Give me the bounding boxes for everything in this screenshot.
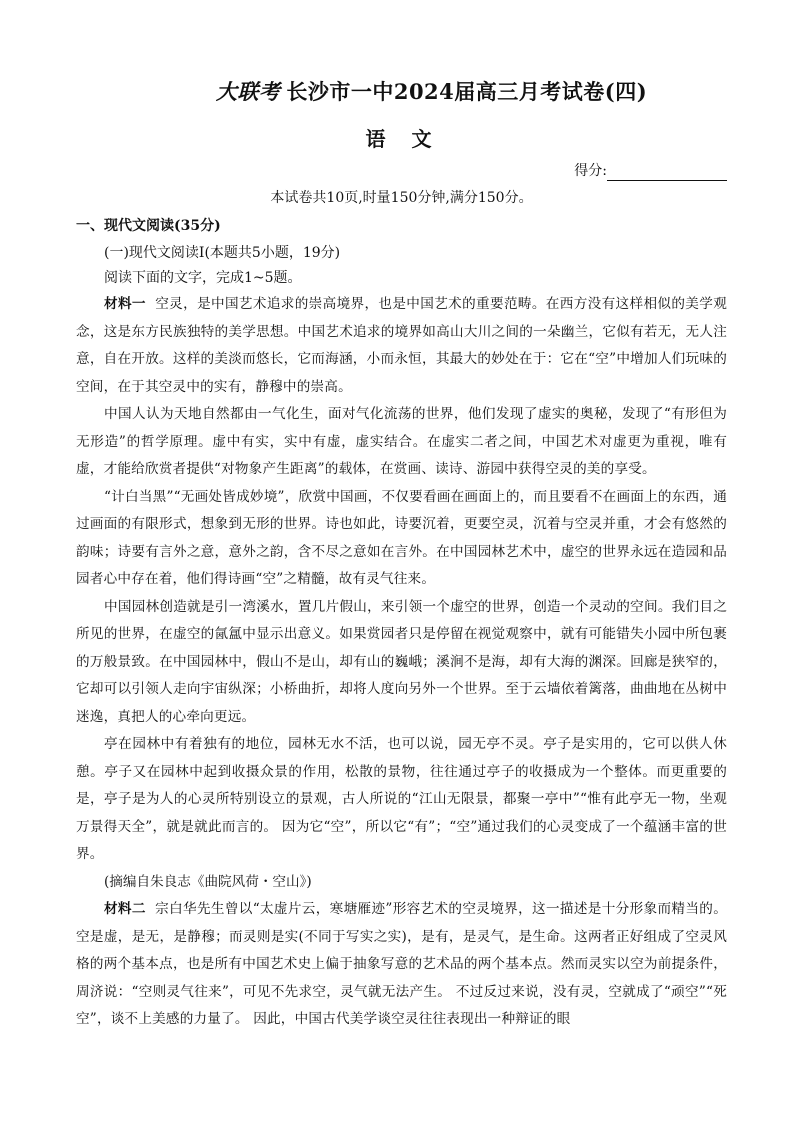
material1-paragraph: 亭在园林中有着独有的地位，园林无水不活，也可以说，园无亭不灵。亭子是实用的，它可以供人休憩。亭子又在园林中起到收摄众景的作用，松散的景物，往往通过亭子的收摄成为一个整体。而更重要的是，亭子是为人的心灵所特别设立的景观，古人所说的“江山无限景，都聚一亭中”“惟有此亭无一物，坐观万景得天全”，就是就此而言的。 因为它“空”，所以它“有”；“空”通过我们的心灵变成了一个蕴涵丰富的世界。 [76, 736, 727, 862]
subject-title: 语文 [365, 127, 458, 151]
material1-paragraph: 中国园林创造就是引一湾溪水，置几片假山，来引领一个虚空的世界，创造一个灵动的空间。我们目之所见的世界，在虚空的氤氲中显示出意义。如果赏园者只是停留在视觉观察中，就有可能错失小园中所包裹的万般景致。在中国园林中，假山不是山，却有山的巍峨；溪涧不是海，却有大海的渊深。回廊是狭窄的，它却可以引领人走向宇宙纵深；小桥曲折，却将人度向另外一个世界。至于云墙依着篱落，曲曲地在丛树中迷逸，真把人的心牵向更远。 [76, 598, 727, 725]
material1-paragraph: “计白当黑”“无画处皆成妙境”，欣赏中国画，不仅要看画在画面上的，而且要看不在画面上的东西，通过画面的有限形式，想象到无形的世界。诗也如此，诗要沉着，更要空灵，沉着与空灵并重，才会有悠然的韵味；诗要有言外之意，意外之韵，含不尽之意如在言外。在中国园林艺术中，虚空的世界永远在造园和品园者心中存在着，他们得诗画“空”之精髓，故有灵气往来。 [76, 488, 727, 587]
material1-label: 材料一 [104, 296, 146, 312]
exam-title-text: 长沙市一中2024届高三月考试卷(四) [286, 79, 648, 104]
material2-label: 材料二 [104, 901, 146, 917]
brand-logo: 大联考 [215, 79, 281, 104]
material1-paragraph: 中国人认为天地自然都由一气化生，面对气化流荡的世界，他们发现了虚实的奥秘，发现了“有形但为无形造”的哲学原理。虚中有实，实中有虚，虚实结合。在虚实二者之间，中国艺术对虚更为重视，唯有虚，才能给欣赏者提供“对物象产生距离”的载体，在赏画、读诗、游园中获得空灵的美的享受。 [76, 406, 727, 477]
score-field [76, 161, 727, 181]
exam-note: 本试卷共10页,时量150分钟,满分150分。 [270, 190, 533, 206]
section-heading: 一、现代文阅读(35分) [76, 218, 221, 234]
material2-paragraph: 材料二 宗白华先生曾以“太虚片云，寒塘雁迹”形容艺术的空灵境界，这一描述是十分形象而精当的。空是虚，是无，是静穆；而灵则是实(不同于写实之实)，是有，是灵气，是生命。这两者正好组成了空灵风格的两个基本点，也是所有中国艺术史上偏于抽象写意的艺术品的两个基本点。然而灵实以空为前提条件，周济说：“空则灵气往来”，可见不先求空，灵气就无法产生。 不过反过来说，没有灵，空就成了“顽空”“死空”，谈不上美感的力量了。 因此，中国古代美学谈空灵往往表现出一种辩证的眼 [76, 901, 727, 1027]
score-blank[interactable] [607, 166, 727, 181]
material1-source: (摘编自朱良志《曲院风荷・空山》) [104, 873, 312, 890]
subsection-heading: (一)现代文阅读Ⅰ(本题共5小题，19分) [104, 245, 341, 261]
score-label: 得分: [574, 163, 607, 179]
material1-paragraph: 材料一 空灵，是中国艺术追求的崇高境界，也是中国艺术的重要范畴。在西方没有这样相似的美学观念，这是东方民族独特的美学思想。中国艺术追求的境界如高山大川之间的一朵幽兰，它似有若无，无人注意，自在开放。这样的美淡而悠长，它而海涵，小而永恒，其最大的妙处在于：它在“空”中增加人们玩味的空间，在于其空灵中的实有，静穆中的崇高。 [76, 296, 727, 395]
instruction: 阅读下面的文字，完成1~5题。 [104, 270, 302, 286]
exam-title [136, 78, 727, 106]
